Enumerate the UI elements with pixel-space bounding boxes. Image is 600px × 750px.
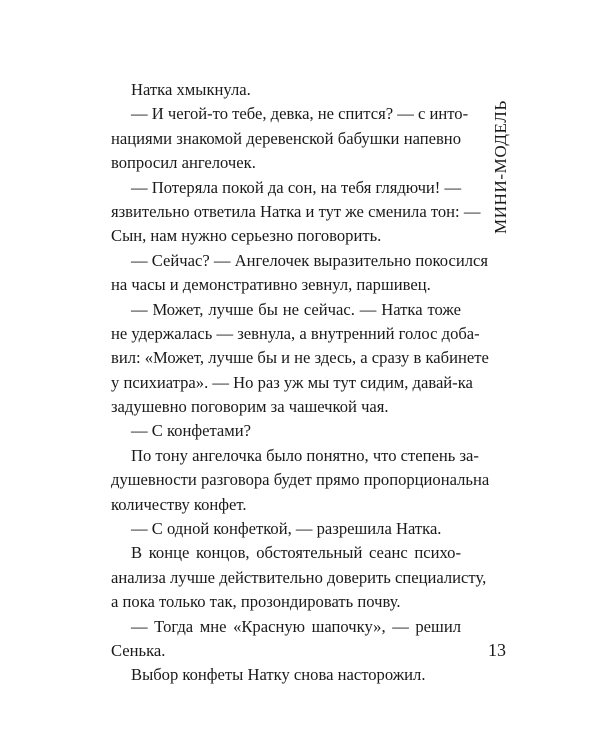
text-line: душевности разговора будет прямо пропорциональна (111, 470, 490, 490)
text-line: — И чегой-то тебе, девка, не спится? — с инто- (131, 104, 469, 124)
page-number: 13 (488, 640, 506, 660)
text-line: Натка хмыкнула. (131, 80, 251, 99)
text-line: — С одной конфеткой, — разрешила Натка. (131, 519, 442, 539)
body-text (111, 78, 490, 688)
text-line: вопросил ангелочек. (111, 153, 256, 173)
text-line: Выбор конфеты Натку снова насторожил. (131, 665, 426, 685)
text-line: Сенька. (111, 640, 166, 660)
text-line: вил: «Может, лучше бы и не здесь, а сразу в кабинете (111, 348, 489, 368)
text-line: на часы и демонстративно зевнул, паршивец. (111, 275, 431, 295)
text-line: количеству конфет. (111, 494, 247, 514)
text-line: — Сейчас? — Ангелочек выразительно покосился (131, 250, 488, 270)
running-head: МИНИ-МОДЕЛЬ (491, 100, 510, 234)
text-line: По тону ангелочка было понятно, что степень за- (131, 445, 479, 465)
text-line: анализа лучше действительно доверить специалисту, (111, 567, 487, 587)
text-line: а пока только так, прозондировать почву. (111, 592, 401, 612)
text-line: — Тогда мне «Красную шапочку», — решил (131, 616, 461, 636)
text-line: — С конфетами? (131, 421, 252, 441)
text-line: — Может, лучше бы не сейчас. — Натка тоже (131, 299, 461, 319)
text-line: — Потеряла покой да сон, на тебя глядючи! — (131, 177, 462, 197)
text-line: не удержалась — зевнула, а внутренний голос доба- (111, 323, 480, 343)
text-line: язвительно ответила Натка и тут же сменила тон: — (111, 201, 481, 221)
text-line: нациями знакомой деревенской бабушки напевно (111, 128, 461, 148)
text-line: В конце концов, обстоятельный сеанс психо- (131, 543, 461, 563)
text-line: у психиатра». — Но раз уж мы тут сидим, давай-ка (111, 372, 473, 392)
text-line: задушевно поговорим за чашечкой чая. (111, 397, 389, 417)
text-line: Сын, нам нужно серьезно поговорить. (111, 226, 382, 246)
